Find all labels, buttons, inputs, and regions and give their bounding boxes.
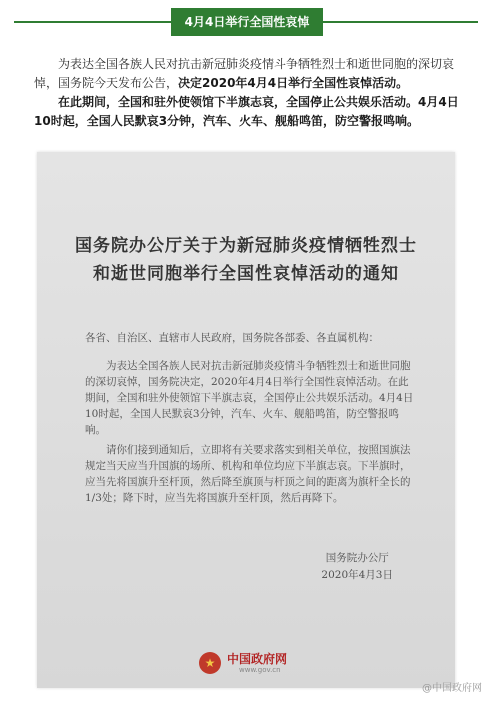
weibo-watermark: @中国政府网: [422, 683, 482, 694]
intro-p1-strong: 决定2020年4月4日举行全国性哀悼活动。: [178, 76, 409, 90]
notice-title-line-1: 国务院办公厅关于为新冠肺炎疫情牺牲烈士: [75, 236, 417, 256]
notice-paragraph-1: 为表达全国各族人民对抗击新冠肺炎疫情斗争牺牲烈士和逝世同胞的深切哀悼，国务院决定，2020年4月4日举行全国性哀悼活动。在此期间，全国和驻外使领馆下半旗志哀，全国停止公共娱乐活动。4月4日10时起，全国人民默哀3分钟，汽车、火车、舰船鸣笛，防空警报鸣响。: [85, 360, 414, 436]
gov-logo-text: 中国政府网: [227, 652, 288, 666]
notice-image: [37, 152, 455, 688]
notice-signature: 国务院办公厅: [325, 552, 389, 564]
gov-logo: [199, 650, 329, 680]
intro-p1-text: 为表达全国各族人民对抗击新冠肺炎疫情斗争牺牲烈士和逝世同胞的深切哀悼，国务院今天发布公告，: [34, 57, 455, 90]
headline-title: 4月4日举行全国性哀悼: [171, 8, 323, 36]
notice-paragraph-2: 请你们接到通知后，立即将有关要求落实到相关单位，按照国旗法规定当天应当升国旗的场所、机构和单位均应下半旗志哀。下半旗时，应当先将国旗升至杆顶，然后降至旗顶与杆顶之间的距离为旗杆全长的1/3处；降下时，应当先将国旗升至杆顶，然后再降下。: [85, 444, 411, 504]
notice-body: [85, 330, 415, 510]
notice-title: [67, 232, 425, 288]
notice-title-line-2: 和逝世同胞举行全国性哀悼活动的通知: [93, 264, 399, 284]
headline-banner: [0, 8, 492, 36]
intro-paragraph-2: 在此期间，全国和驻外使领馆下半旗志哀，全国停止公共娱乐活动。4月4日10时起，全国人民默哀3分钟，汽车、火车、舰船鸣笛，防空警报鸣响。: [34, 95, 459, 128]
intro-text: [34, 55, 474, 131]
notice-address: 各省、自治区、直辖市人民政府，国务院各部委、各直属机构：: [85, 332, 379, 344]
notice-signature-block: [321, 550, 393, 584]
gov-logo-url: www.gov.cn: [239, 666, 281, 674]
notice-date: 2020年4月3日: [321, 569, 393, 581]
national-emblem-icon: ★: [199, 652, 221, 674]
intro-paragraph-1: [34, 55, 474, 93]
